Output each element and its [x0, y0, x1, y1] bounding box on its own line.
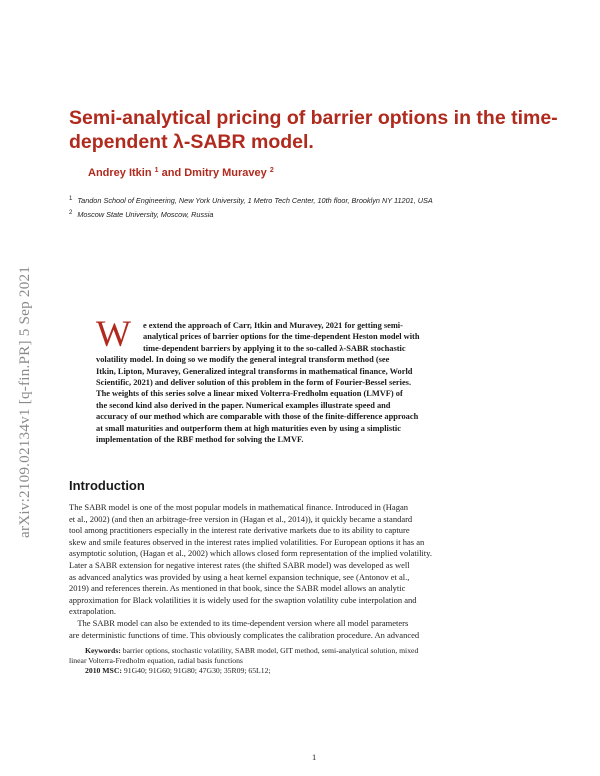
abstract-line: the second kind also derived in the paper. Numerical examples illustrate speed and [96, 400, 391, 410]
body-line: Later a SABR extension for negative interest rates (the shifted SABR model) was developed as well [69, 559, 410, 570]
affiliation-1-mark: 1 [69, 196, 73, 202]
body-line: skew and smile features observed in the interest rates implied volatilities. For European options it has an [69, 536, 425, 547]
abstract-line: at small maturities and outperform them at high maturities even by using a simplistic [96, 423, 401, 433]
msc-codes: 91G40; 91G60; 91G80; 47G30; 35R09; 65L12; [121, 666, 271, 675]
author-list [88, 167, 274, 179]
paper-title [69, 106, 569, 154]
affiliation-2-mark: 2 [69, 210, 73, 216]
abstract-line: time-dependent barriers by applying it to the so-called λ-SABR stochastic [143, 343, 406, 353]
msc-label: 2010 MSC: [85, 666, 122, 675]
abstract-line: implementation of the RBF method for solving the LMVF. [96, 434, 304, 444]
abstract-line: volatility model. In doing so we modify the general integral transform method (see [96, 355, 390, 365]
abstract-line: accuracy of our method which are comparable with those of the finite-difference approach [96, 412, 419, 422]
body-line: 2019) and references therein. As mentioned in that book, since the SABR model allows an analytic [69, 583, 406, 594]
body-line: approximation for Black volatilities it is widely used for the swaption volatility cube interpolation and [69, 594, 417, 605]
page-number: 1 [312, 752, 317, 762]
abstract-line: Scientific, 2021) and deliver solution of this problem in the form of Fourier-Bessel series. [96, 377, 412, 387]
abstract-line: e extend the approach of Carr, Itkin and Muravey, 2021 for getting semi- [143, 321, 403, 330]
body-line: as advanced analytics was provided by using a heat kernel expansion technique, see (Antonov et al., [69, 571, 410, 582]
abstract-line: Itkin, Lipton, Muravey, Generalized integral transforms in mathematical finance, World [96, 366, 413, 376]
section-heading-introduction: Introduction [69, 478, 145, 493]
keywords-line-1 [69, 646, 569, 656]
body-line: extrapolation. [69, 606, 116, 617]
msc-line [69, 666, 569, 676]
title-line-1: Semi-analytical pricing of barrier options in the time- [69, 107, 558, 129]
body-line: tool among practitioners especially in the interest rate derivative markets due to its ability to capture [69, 525, 410, 536]
body-line: The SABR model is one of the most popular models in mathematical finance. Introduced in (Hagan [69, 502, 408, 512]
arxiv-identifier: arXiv:2109.02134v1 [q-fin.PR] 5 Sep 2021 [16, 265, 33, 538]
title-line-2: dependent λ-SABR model. [69, 131, 314, 153]
author-itkin: Andrey Itkin [88, 167, 152, 179]
abstract-line: The weights of this series solve a linear mixed Volterra-Fredholm equation (LMVF) of [96, 389, 403, 399]
keywords-text-1: barrier options, stochastic volatility, SABR model, GIT method, semi-analytical solution, mixed [120, 646, 419, 655]
body-line: are deterministic functions of time. This obviously complicates the calibration procedure. An advanced [69, 629, 420, 640]
author-itkin-affil-mark: 1 [154, 167, 159, 174]
keywords-line-2: linear Volterra-Fredholm equation, radial basis functions [69, 656, 243, 665]
affiliation-2 [69, 210, 213, 219]
introduction-body [69, 502, 559, 641]
body-line: et al., 2002) (and then an arbitrage-free version in (Hagan et al., 2014)), it quickly became a standard [69, 513, 413, 524]
author-muravey: Dmitry Muravey [184, 167, 267, 179]
affiliation-1 [69, 196, 433, 205]
affiliation-2-text: Moscow State University, Moscow, Russia [77, 210, 214, 219]
author-muravey-affil-mark: 2 [269, 167, 274, 174]
keywords-block [69, 646, 569, 676]
abstract-line: analytical prices of barrier options for the time-dependent Heston model with [143, 332, 420, 342]
affiliation-1-text: Tandon School of Engineering, New York University, 1 Metro Tech Center, 10th floor, Brooklyn NY 11201, USA [77, 196, 433, 205]
abstract-dropcap: W [96, 314, 131, 355]
keywords-label: Keywords: [85, 646, 121, 655]
body-line: The SABR model can also be extended to its time-dependent version where all model parameters [69, 617, 409, 628]
author-joiner: and [158, 167, 185, 179]
body-line: asymptotic solution, (Hagan et al., 2002) which allows closed form representation of the implied volatility. [69, 548, 432, 559]
abstract [96, 320, 540, 445]
